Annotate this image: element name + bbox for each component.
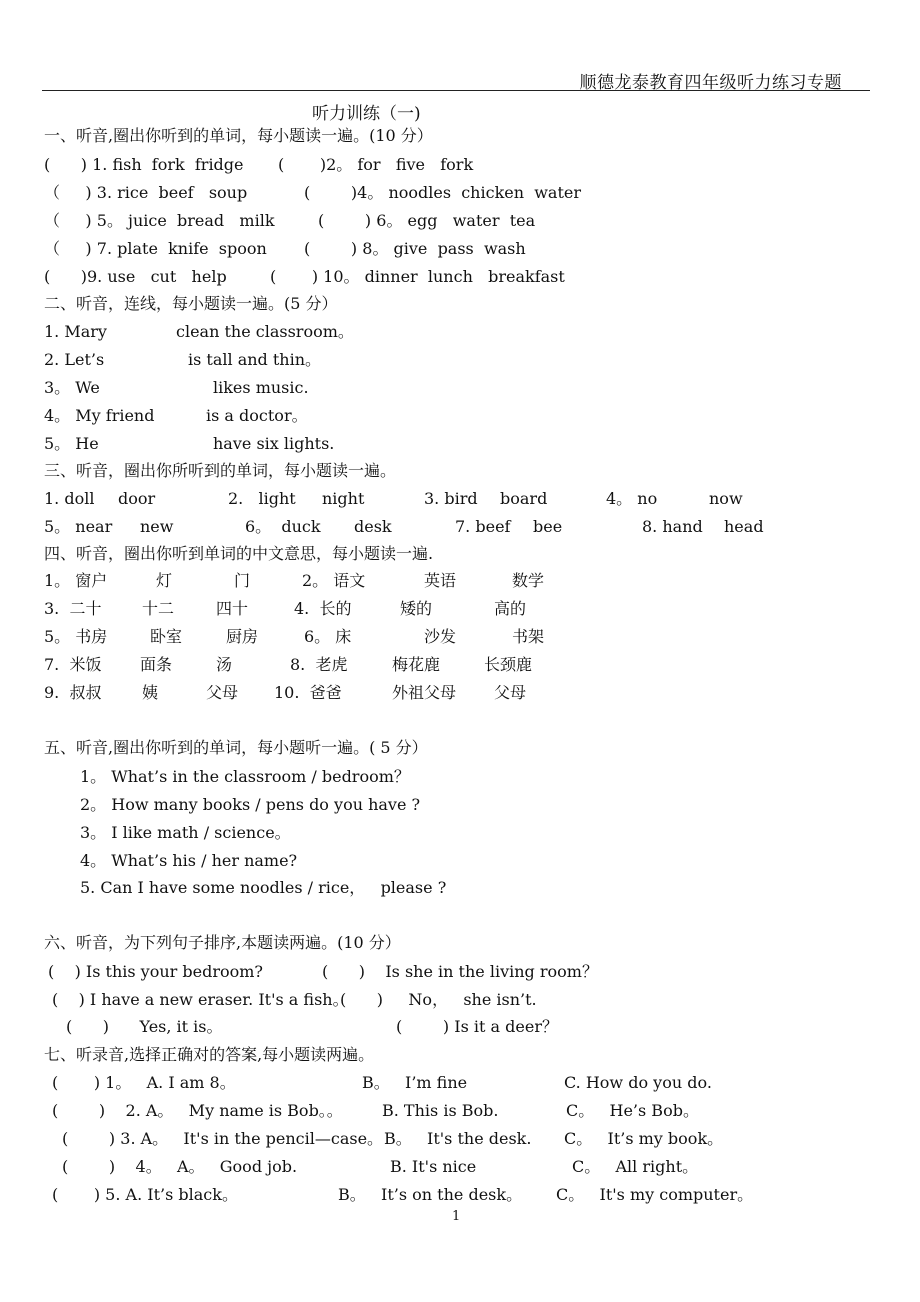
header-rule <box>42 90 870 91</box>
page-title: 听力训练（一) <box>312 104 421 124</box>
page-number: 1 <box>452 1209 461 1224</box>
header-text: 顺德龙泰教育四年级听力练习专题 <box>579 73 842 93</box>
